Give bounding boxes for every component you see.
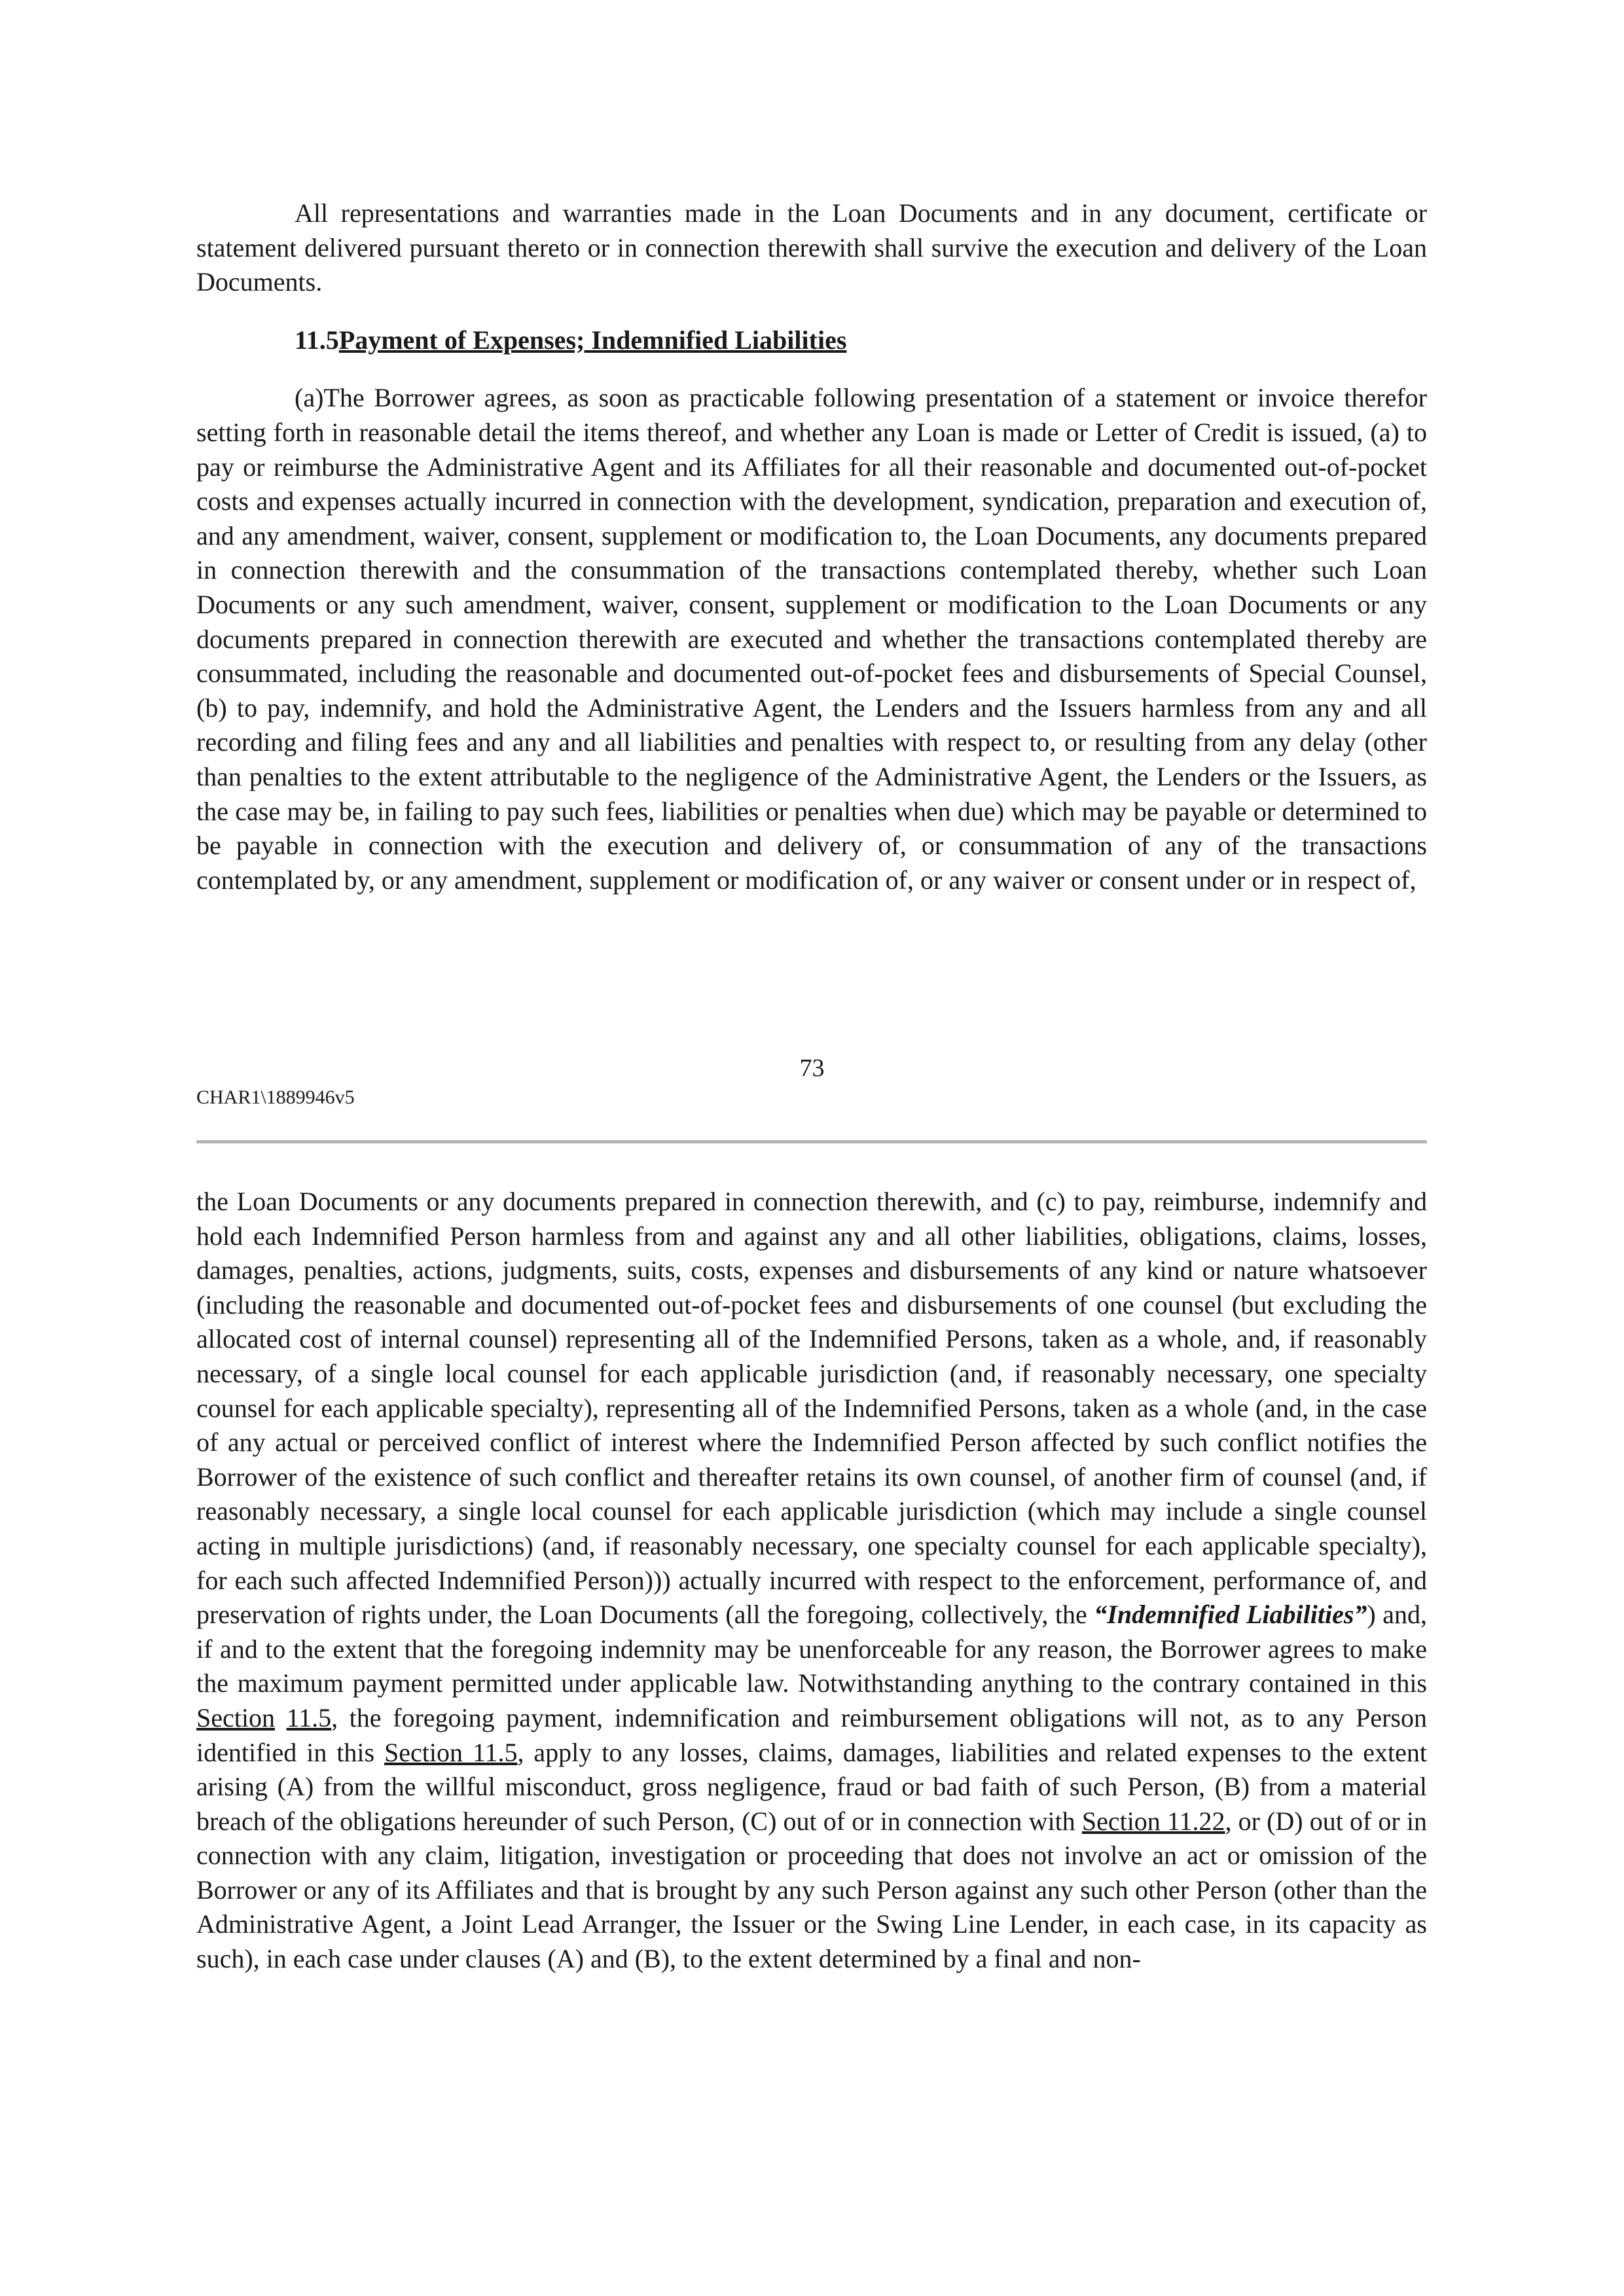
section-number: 11.5 [295, 325, 339, 355]
page-number: 73 [799, 1054, 825, 1082]
page-2-content [196, 1185, 1427, 1977]
section-heading [196, 323, 1427, 358]
survival-paragraph: All representations and warranties made in the Loan Documents and in any document, certificate or statement delivered pursuant thereto or in connection therewith shall survive the execution and delivery of the Loan Documents. [196, 198, 1427, 297]
section-reference-number: 11.5 [286, 1702, 332, 1732]
text-segment: , or (D) out of or in connection with any claim, litigation, investigation or proceeding that does not involve an act or omission of the Borrower or any of its Affiliates and that is brought by any such Person against any such other Person (other than the Administrative Agent, a Joint Lead Arranger, the Issuer or the Swing Line Lender, in each case, in its capacity as such), in each case under clauses (A) and (B), to the extent determined by a final and non- [196, 1806, 1428, 1974]
text-segment: the Loan Documents or any documents prepared in connection therewith, and (c) to pay, reimburse, indemnify and hold each Indemnified Person harmless from and against any and all other liabilities, obligations, claims, losses, damages, penalties, actions, judgments, suits, costs, expenses and disbursements of any kind or nature whatsoever (including the reasonable and documented out-of-pocket fees and disbursements of one counsel (but excluding the allocated cost of internal counsel) representing all of the Indemnified Persons, taken as a whole, and, if reasonably necessary, of a single local counsel for each applicable jurisdiction (and, if reasonably necessary, one specialty counsel for each applicable specialty), representing all of the Indemnified Persons, taken as a whole (and, in the case of any actual or perceived conflict of interest where the Indemnified Person affected by such conflict notifies the Borrower of the existence of such conflict and thereafter retains its own counsel, of another firm of counsel (and, if reasonably necessary, a single local counsel for each applicable jurisdiction (which may include a single counsel acting in multiple jurisdictions) (and, if reasonably necessary, one specialty counsel for each applicable specialty), for each such affected Indemnified Person))) actually incurred with respect to the enforcement, performance of, and preservation of rights under, the Loan Documents (all the foregoing, collectively, the [196, 1187, 1427, 1630]
section-reference: Section [196, 1702, 275, 1732]
document-id: CHAR1\1889946v5 [196, 1086, 355, 1108]
section-reference-11-5: Section 11.5 [384, 1737, 518, 1767]
text-segment: , the foregoing payment, indemnification and reimbursement obligations will not, as to any Person identified in this [196, 1702, 1428, 1767]
page-divider [196, 1140, 1427, 1143]
text-segment: , apply to any losses, claims, damages, liabilities and related expenses to the extent arising (A) from the willful misconduct, gross negligence, fraud or bad faith of such Person, (B) from a material breach of the obligations hereunder of such Person, (C) out of or in connection with [196, 1737, 1427, 1836]
indemnification-paragraph [196, 1185, 1427, 1977]
section-title: Payment of Expenses; Indemnified Liabilities [338, 325, 847, 355]
section-reference-11-22: Section 11.22 [1081, 1806, 1225, 1836]
defined-term-indemnified-liabilities: “Indemnified Liabilities” [1094, 1600, 1367, 1630]
text-segment [275, 1703, 287, 1732]
text-segment: ) and, if and to the extent that the foregoing indemnity may be unenforceable for any reason, the Borrower agrees to make the maximum payment permitted under applicable law. Notwithstanding anything to the contrary contained in this [196, 1600, 1427, 1698]
page-1-content [196, 196, 1427, 897]
paragraph-a: (a)The Borrower agrees, as soon as practicable following presentation of a statement or invoice therefor setting forth in reasonable detail the items thereof, and whether any Loan is made or Letter of Credit is issued, (a) to pay or reimburse the Administrative Agent and its Affiliates for all their reasonable and documented out-of-pocket costs and expenses actually incurred in connection with the development, syndication, preparation and execution of, and any amendment, waiver, consent, supplement or modification to, the Loan Documents, any documents prepared in connection therewith and the consummation of the transactions contemplated thereby, whether such Loan Documents or any such amendment, waiver, consent, supplement or modification to the Loan Documents or any documents prepared in connection therewith are executed and whether the transactions contemplated thereby are consummated, including the reasonable and documented out-of-pocket fees and disbursements of Special Counsel, (b) to pay, indemnify, and hold the Administrative Agent, the Lenders and the Issuers harmless from any and all recording and filing fees and any and all liabilities and penalties with respect to, or resulting from any delay (other than penalties to the extent attributable to the negligence of the Administrative Agent, the Lenders or the Issuers, as the case may be, in failing to pay such fees, liabilities or penalties when due) which may be payable or determined to be payable in connection with the execution and delivery of, or consummation of any of the transactions contemplated by, or any amendment, supplement or modification of, or any waiver or consent under or in respect of, [196, 383, 1427, 895]
